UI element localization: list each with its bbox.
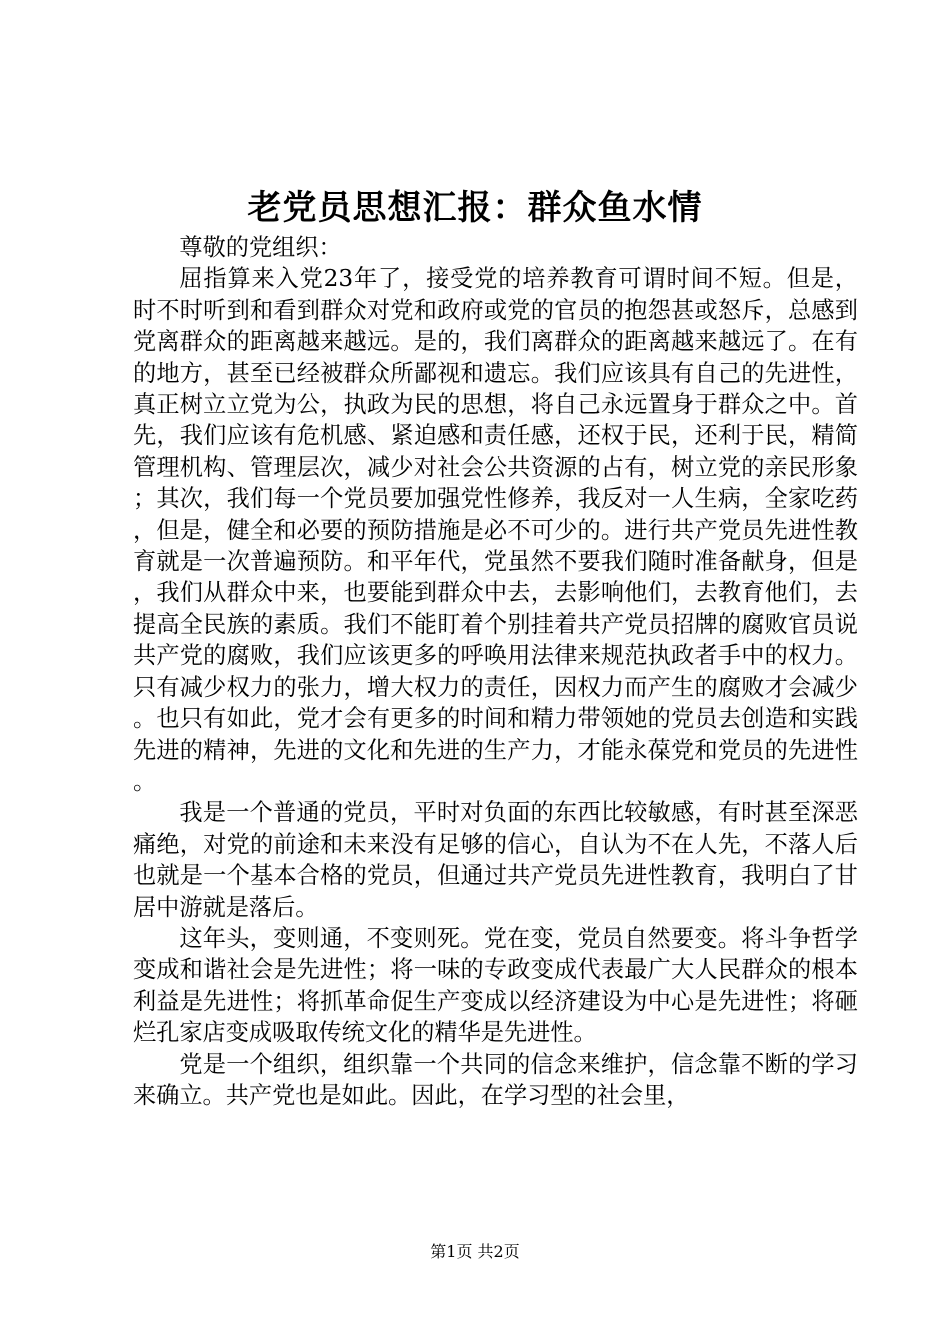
- document-body: [133, 232, 858, 1111]
- document-title: 老党员思想汇报：群众鱼水情: [247, 188, 703, 228]
- salutation: 尊敬的党组织：: [179, 234, 342, 261]
- paragraph-1: 屈指算来入党23年了，接受党的培养教育可谓时间不短。但是，时不时听到和看到群众对党和政府或党的官员的抱怨甚或怒斥，总感到党离群众的距离越来越远。是的，我们离群众的距离越来越远了。在有的地方，甚至已经被群众所鄙视和遗忘。我们应该具有自己的先进性，真正树立立党为公，执政为民的思想，将自己永远置身于群众之中。首先，我们应该有危机感、紧迫感和责任感，还权于民，还利于民，精简管理机构、管理层次，减少对社会公共资源的占有，树立党的亲民形象；其次，我们每一个党员要加强党性修养，我反对一人生病，全家吃药，但是，健全和必要的预防措施是必不可少的。进行共产党员先进性教育就是一次普遍预防。和平年代，党虽然不要我们随时准备献身，但是，我们从群众中来，也要能到群众中去，去影响他们，去教育他们，去提高全民族的素质。我们不能盯着个别挂着共产党员招牌的腐败官员说共产党的腐败，我们应该更多的呼唤用法律来规范执政者手中的权力。只有减少权力的张力，增大权力的责任，因权力而产生的腐败才会减少。也只有如此，党才会有更多的时间和精力带领她的党员去创造和实践先进的精神，先进的文化和先进的生产力，才能永葆党和党员的先进性。: [133, 265, 858, 795]
- paragraph-3: 这年头，变则通，不变则死。党在变，党员自然要变。将斗争哲学变成和谐社会是先进性；将一味的专政变成代表最广大人民群众的根本利益是先进性；将抓革命促生产变成以经济建设为中心是先进性；将砸烂孔家店变成吸取传统文化的精华是先进性。: [133, 924, 858, 1047]
- paragraph-4: 党是一个组织，组织靠一个共同的信念来维护，信念靠不断的学习来确立。共产党也是如此。因此，在学习型的社会里，: [133, 1050, 858, 1109]
- paragraph-2: 我是一个普通的党员，平时对负面的东西比较敏感，有时甚至深恶痛绝，对党的前途和未来没有足够的信心，自认为不在人先，不落人后也就是一个基本合格的党员，但通过共产党员先进性教育，我明白了甘居中游就是落后。: [133, 799, 858, 921]
- page-footer: 第1页 共2页: [430, 1242, 520, 1261]
